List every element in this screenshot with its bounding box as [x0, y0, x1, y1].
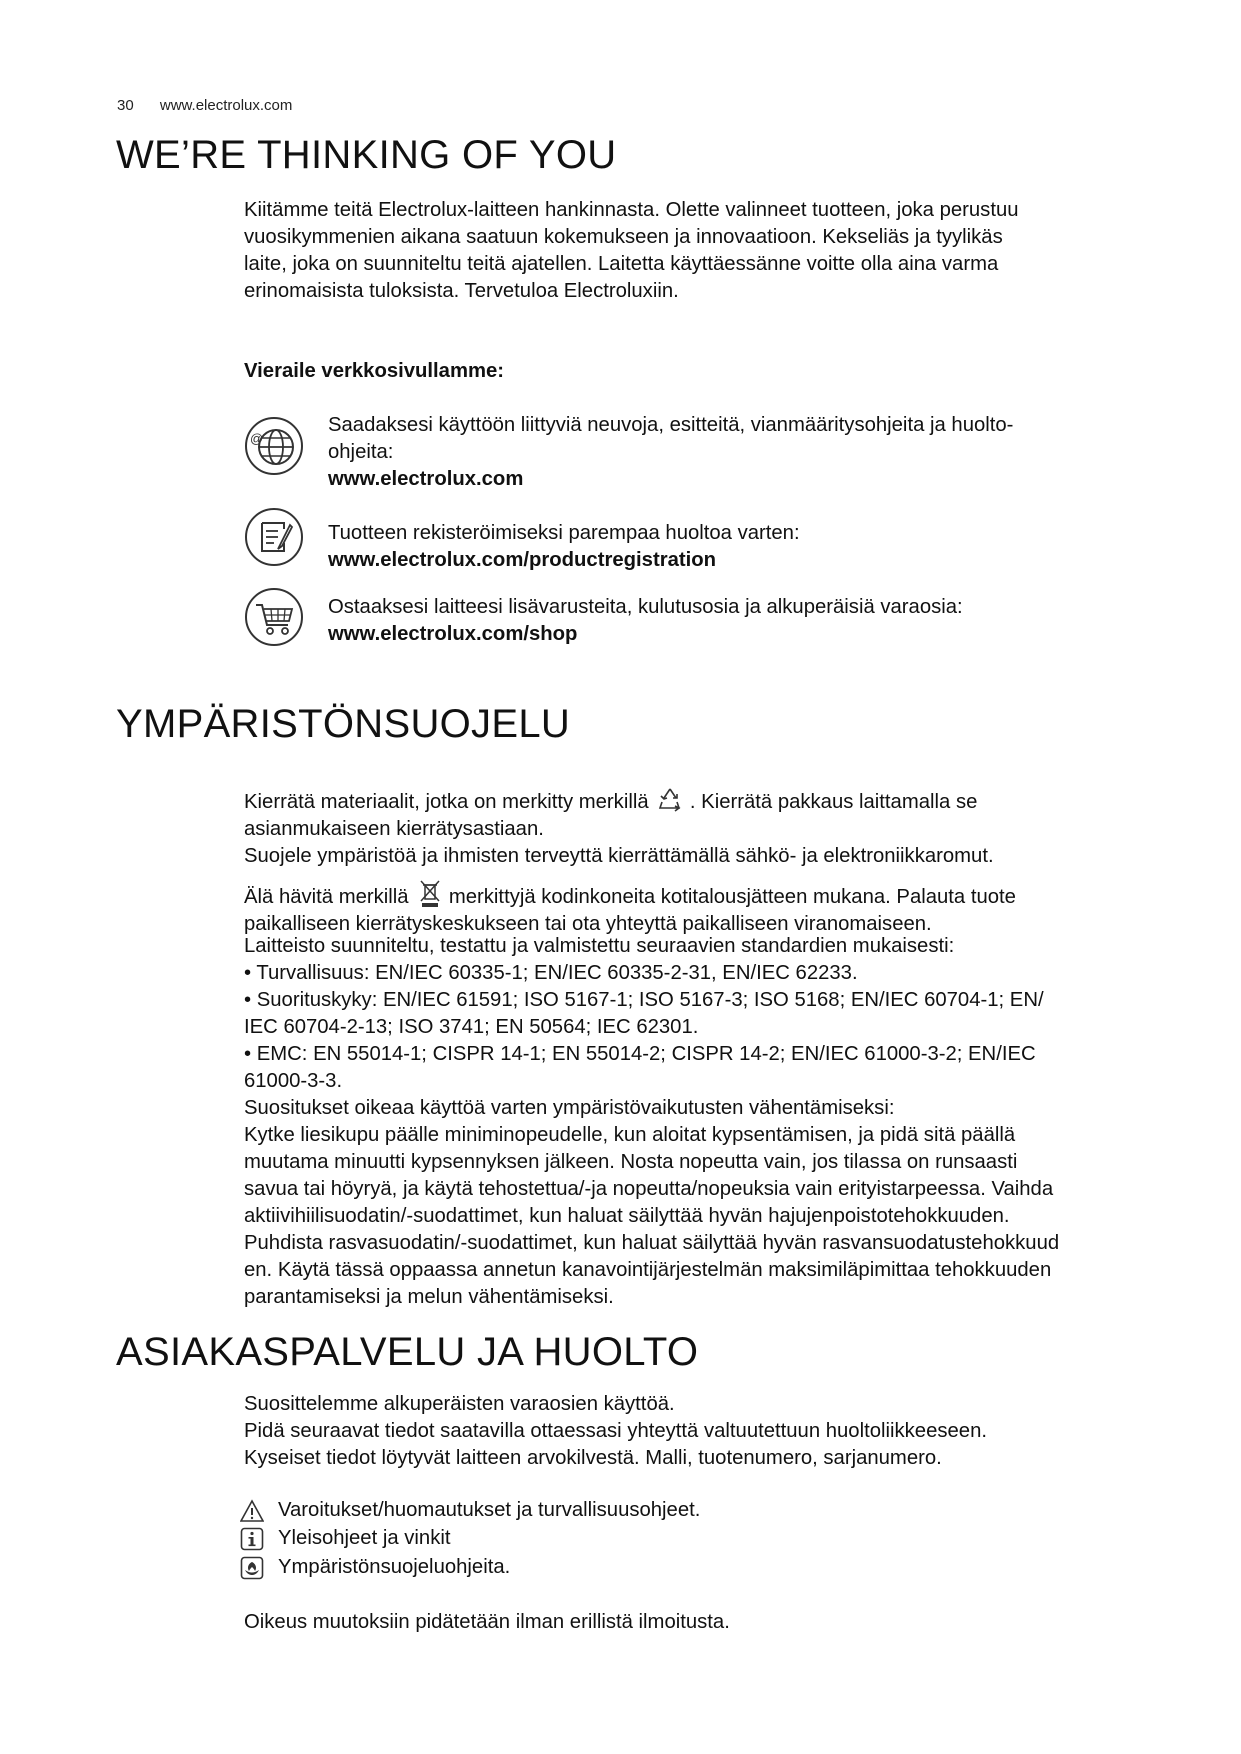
header-site[interactable]: www.electrolux.com	[159, 97, 293, 114]
section-title-environment: YMPÄRISTÖNSUOJELU	[116, 702, 571, 746]
service-paragraph: Suosittelemme alkuperäisten varaosien käyttöä. Pidä seuraavat tiedot saatavilla ottaessasi yhteyttä valtuutettuun huoltoliikkeeseen. Kyseiset tiedot löytyvät laitteen arvokilvestä. Malli, tuotenumero, sarjanumero.	[244, 1393, 987, 1469]
link-url-support[interactable]: www.electrolux.com	[328, 468, 524, 490]
cart-icon	[244, 587, 304, 647]
page-header	[117, 97, 292, 114]
section-title-service: ASIAKASPALVELU JA HUOLTO	[116, 1330, 699, 1374]
link-desc-support-1: Saadaksesi käyttöön liittyviä neuvoja, esitteitä, vianmääritysohjeita ja huolto-	[328, 414, 1014, 436]
registration-icon	[244, 507, 304, 567]
crossed-bin-icon	[418, 879, 442, 909]
section-title-thinking: WE’RE THINKING OF YOU	[116, 133, 617, 177]
recycle-icon	[657, 786, 683, 814]
visit-heading: Vieraile verkkosivullamme:	[244, 360, 505, 382]
globe-icon	[244, 416, 304, 476]
link-desc-shop: Ostaaksesi laitteesi lisävarusteita, kulutusosia ja alkuperäisiä varaosia:	[328, 596, 963, 618]
warning-icon	[240, 1499, 264, 1523]
recycle-paragraph: Kierrätä materiaalit, jotka on merkitty merkillä . Kierrätä pakkaus laittamalla se asianmukaiseen kierrätysastiaan. Suojele ympäristöä ja ihmisten terveyttä kierrättämällä sähkö- ja elektroniikkaromut.	[244, 786, 1144, 870]
link-desc-support-2: ohjeita:	[328, 441, 394, 463]
link-desc-registration: Tuotteen rekisteröimiseksi parempaa huoltoa varten:	[328, 522, 800, 544]
svg-text:@: @	[250, 431, 264, 446]
info-icon	[240, 1527, 264, 1551]
intro-paragraph: Kiitämme teitä Electrolux-laitteen hankinnasta. Olette valinneet tuotteen, joka perustuu vuosikymmenien aikana saatuun kokemukseen ja innovaatioon. Kekseliäs ja tyylikäs laite, joka on suunniteltu teitä ajatellen. Laitetta käyttäessänne voitte olla aina varma erinomaisista tuloksista. Tervetuloa Electroluxiin.	[244, 199, 1019, 302]
footer-note: Oikeus muutoksiin pidätetään ilman erillistä ilmoitusta.	[244, 1611, 730, 1633]
link-url-registration[interactable]: www.electrolux.com/productregistration	[328, 549, 717, 571]
weee-paragraph: Älä hävitä merkillä merkittyjä kodinkoneita kotitalousjätteen mukana. Palauta tuote paikalliseen kierrätyskeskukseen tai ota yhteyttä paikalliseen viranomaiseen.	[244, 879, 1144, 938]
link-url-shop[interactable]: www.electrolux.com/shop	[328, 623, 578, 645]
page-number: 30	[117, 97, 134, 114]
standards-paragraph: Laitteisto suunniteltu, testattu ja valmistettu seuraavien standardien mukaisesti: • Turvallisuus: EN/IEC 60335-1; EN/IEC 60335-2-31, EN/IEC 62233. • Suorituskyky: EN/IEC 61591; ISO 5167-1; ISO 5167-3; ISO 5168; EN/IEC 60704-1; EN/ IEC 60704-2-13; ISO 3741; EN 50564; IEC 62301. • EMC: EN 55014-1; CISPR 14-1; EN 55014-2; CISPR 14-2; EN/IEC 61000-3-2; EN/IEC 61000-3-3. Suositukset oikeaa käyttöä varten ympäristövaikutusten vähentämiseksi: Kytke liesikupu päälle miniminopeudelle, kun aloitat kypsentämisen, ja pidä sitä päällä muutama minuutti kypsennyksen jälkeen. Nosta nopeutta vain, jos tilassa on runsaasti savua tai höyryä, ja käytä tehostettua/-ja nopeutta/nopeuksia vain erityistarpeessa. Vaihda aktiivihiilisuodatin/-suodattimet, kun haluat säilyttää hyvän hajujenpoistotehokkuuden. Puhdista rasvasuodatin/-suodattimet, kun haluat säilyttää hyvän rasvansuodatustehokkuud en. Käytä tässä oppaassa annetun kanavointijärjestelmän maksimiläpimittaa tehokkuuden parantamiseksi ja melun vähentämiseksi.	[244, 935, 1060, 1308]
environment-icon	[240, 1556, 264, 1580]
